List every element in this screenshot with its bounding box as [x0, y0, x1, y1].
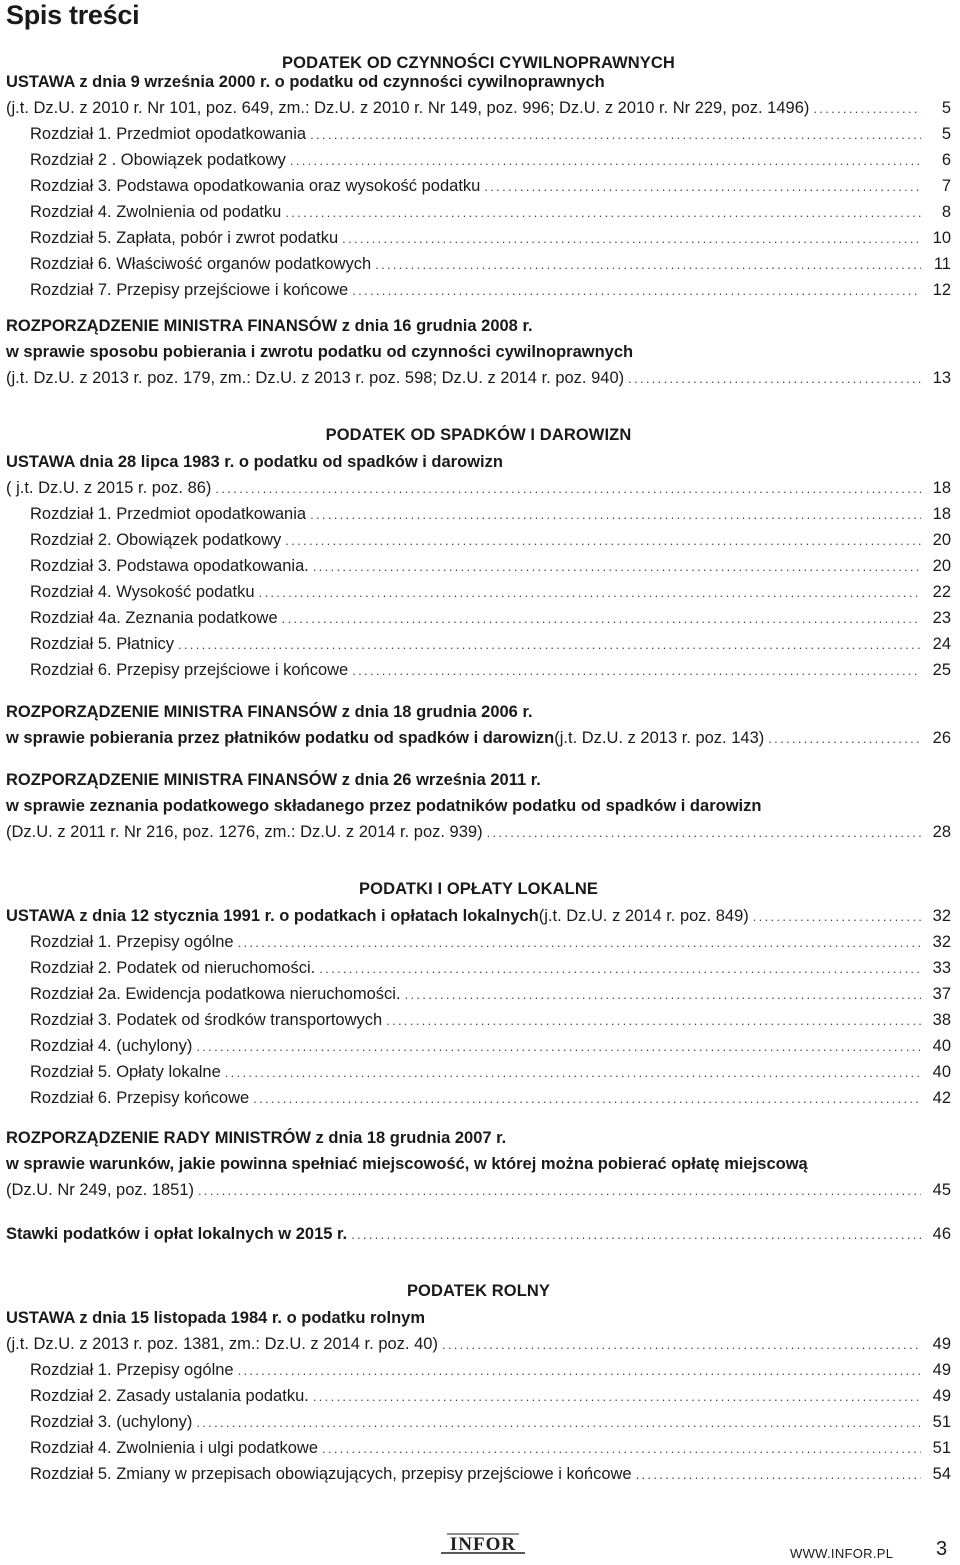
- dot-leader: [405, 982, 921, 1008]
- page-number: 24: [932, 635, 951, 653]
- dot-leader: [628, 366, 921, 392]
- entry-title: Rozdział 5. Opłaty lokalne: [30, 1063, 221, 1081]
- entry-title: Rozdział 3. Podatek od środków transportowych: [30, 1011, 383, 1029]
- dot-leader: [285, 200, 921, 226]
- dot-leader: [352, 278, 921, 304]
- dot-leader: [290, 148, 921, 174]
- entry-title: Rozdział 1. Przedmiot opodatkowania: [30, 125, 307, 143]
- toc-act-entry[interactable]: [6, 1331, 951, 1358]
- entry-title: Rozdział 2. Obowiązek podatkowy: [30, 531, 282, 549]
- entry-title: (j.t. Dz.U. z 2013 r. poz. 179, zm.: Dz.U. z 2013 r. poz. 598; Dz.U. z 2014 r. poz. 940): [6, 369, 625, 387]
- toc-chapter-entry[interactable]: [30, 173, 951, 200]
- entry-title: Rozdział 3. (uchylony): [30, 1413, 193, 1431]
- entry-title: Rozdział 7. Przepisy przejściowe i końcowe: [30, 281, 349, 299]
- entry-title: Rozdział 2 . Obowiązek podatkowy: [30, 151, 286, 169]
- entry-title: w sprawie pobierania przez płatników podatku od spadków i darowizn: [6, 729, 555, 747]
- toc-chapter-entry[interactable]: [30, 1461, 951, 1488]
- dot-leader: [753, 904, 921, 930]
- toc-act-entry[interactable]: [6, 819, 951, 846]
- entry-title: ROZPORZĄDZENIE MINISTRA FINANSÓW z dnia 26 września 2011 r.: [6, 771, 541, 789]
- entry-title: Rozdział 4. (uchylony): [30, 1037, 193, 1055]
- entry-citation: (j.t. Dz.U. z 2013 r. poz. 143): [554, 729, 765, 747]
- toc-chapter-entry[interactable]: [30, 225, 951, 252]
- dot-leader: [259, 580, 921, 606]
- toc-chapter-entry[interactable]: [30, 1059, 951, 1086]
- toc-act-entry[interactable]: [6, 1305, 951, 1331]
- toc-chapter-entry[interactable]: [30, 1383, 951, 1410]
- toc-chapter-entry[interactable]: [30, 1435, 951, 1462]
- section-heading: PODATEK OD SPADKÓW I DAROWIZN: [325, 426, 632, 444]
- entry-title: Rozdział 4. Zwolnienia od podatku: [30, 203, 282, 221]
- toc-act-entry[interactable]: [6, 793, 951, 819]
- dot-leader: [225, 1060, 921, 1086]
- page-number: 54: [932, 1465, 951, 1483]
- toc-chapter-entry[interactable]: [30, 1007, 951, 1034]
- entry-title: Rozdział 1. Przepisy ogólne: [30, 933, 234, 951]
- dot-leader: [386, 1008, 921, 1034]
- page-number: 49: [932, 1361, 951, 1379]
- page-number: 37: [932, 985, 951, 1003]
- dot-leader: [351, 1222, 921, 1248]
- section-heading: PODATEK OD CZYNNOŚCI CYWILNOPRAWNYCH: [282, 54, 675, 72]
- page-number: 13: [932, 369, 951, 387]
- dot-leader: [196, 1034, 921, 1060]
- logo-text: INFOR: [449, 1534, 517, 1555]
- entry-title: USTAWA z dnia 12 stycznia 1991 r. o podatkach i opłatach lokalnych: [6, 907, 539, 925]
- entry-title: Rozdział 3. Podstawa opodatkowania oraz wysokość podatku: [30, 177, 481, 195]
- toc-chapter-entry[interactable]: [30, 929, 951, 956]
- dot-leader: [282, 606, 921, 632]
- dot-leader: [238, 1358, 921, 1384]
- entry-title: Rozdział 5. Zapłata, pobór i zwrot podatku: [30, 229, 339, 247]
- toc-chapter-entry[interactable]: [30, 1409, 951, 1436]
- page-number: 28: [932, 823, 951, 841]
- entry-title: Rozdział 4a. Zeznania podatkowe: [30, 609, 278, 627]
- entry-title: (Dz.U. Nr 249, poz. 1851): [6, 1181, 194, 1199]
- entry-citation: (j.t. Dz.U. z 2014 r. poz. 849): [538, 907, 749, 925]
- dot-leader: [238, 930, 921, 956]
- dot-leader: [313, 554, 921, 580]
- dot-leader: [352, 658, 921, 684]
- page-number: 45: [932, 1181, 951, 1199]
- toc-act-entry[interactable]: [6, 365, 951, 392]
- toc-act-entry[interactable]: [6, 903, 951, 930]
- page-number: 40: [932, 1037, 951, 1055]
- toc-act-entry[interactable]: [6, 725, 951, 752]
- entry-title: Rozdział 1. Przepisy ogólne: [30, 1361, 234, 1379]
- toc-chapter-entry[interactable]: [30, 527, 951, 554]
- toc-act-entry[interactable]: [6, 1151, 951, 1177]
- toc-act-entry[interactable]: [6, 1125, 951, 1151]
- page-number: 23: [932, 609, 951, 627]
- toc-chapter-entry[interactable]: [30, 1085, 951, 1112]
- entry-title: w sprawie warunków, jakie powinna spełniać miejscowość, w której można pobierać opłatę miejscową: [6, 1155, 808, 1173]
- dot-leader: [285, 528, 921, 554]
- entry-title: Rozdział 6. Przepisy przejściowe i końcowe: [30, 661, 349, 679]
- entry-title: Rozdział 2. Zasady ustalania podatku.: [30, 1387, 309, 1405]
- toc-chapter-entry[interactable]: [30, 981, 951, 1008]
- toc-act-entry[interactable]: [6, 339, 951, 365]
- page-title: Spis treści: [6, 0, 140, 30]
- page-number: 7: [941, 177, 951, 195]
- entry-title: Rozdział 5. Płatnicy: [30, 635, 174, 653]
- page-number: 49: [932, 1387, 951, 1405]
- page-number: 40: [932, 1063, 951, 1081]
- dot-leader: [215, 476, 921, 502]
- dot-leader: [768, 726, 921, 752]
- entry-title: USTAWA z dnia 15 listopada 1984 r. o podatku rolnym: [6, 1309, 426, 1327]
- toc-chapter-entry[interactable]: [30, 553, 951, 580]
- toc-chapter-entry[interactable]: [30, 579, 951, 606]
- dot-leader: [636, 1462, 921, 1488]
- page-number: 18: [932, 505, 951, 523]
- toc-act-entry[interactable]: [6, 449, 951, 475]
- entry-title: Rozdział 4. Zwolnienia i ulgi podatkowe: [30, 1439, 318, 1457]
- page-number: 12: [932, 281, 951, 299]
- dot-leader: [442, 1332, 921, 1358]
- page-number: 38: [932, 1011, 951, 1029]
- toc-chapter-entry[interactable]: [30, 199, 951, 226]
- entry-title: Rozdział 3. Podstawa opodatkowania.: [30, 557, 309, 575]
- entry-title: Rozdział 1. Przedmiot opodatkowania: [30, 505, 307, 523]
- toc-chapter-entry[interactable]: [30, 121, 951, 148]
- toc-act-entry[interactable]: [6, 95, 951, 122]
- entry-title: Stawki podatków i opłat lokalnych w 2015 r.: [6, 1225, 348, 1243]
- toc-chapter-entry[interactable]: [30, 277, 951, 304]
- page-number: 20: [932, 531, 951, 549]
- entry-title: Rozdział 6. Właściwość organów podatkowych: [30, 255, 372, 273]
- toc-chapter-entry[interactable]: [30, 605, 951, 632]
- entry-title: ( j.t. Dz.U. z 2015 r. poz. 86): [6, 479, 212, 497]
- toc-chapter-entry[interactable]: [30, 501, 951, 528]
- page-number: 26: [932, 729, 951, 747]
- toc-chapter-entry[interactable]: [30, 147, 951, 174]
- toc-act-entry[interactable]: [6, 767, 951, 793]
- toc-chapter-entry[interactable]: [30, 1357, 951, 1384]
- toc-chapter-entry[interactable]: [30, 955, 951, 982]
- entry-title: w sprawie zeznania podatkowego składanego przez podatników podatku od spadków i darowizn: [6, 797, 762, 815]
- dot-leader: [342, 226, 921, 252]
- entry-title: ROZPORZĄDZENIE MINISTRA FINANSÓW z dnia 16 grudnia 2008 r.: [6, 317, 533, 335]
- entry-title: ROZPORZĄDZENIE MINISTRA FINANSÓW z dnia 18 grudnia 2006 r.: [6, 703, 533, 721]
- entry-title: Rozdział 6. Przepisy końcowe: [30, 1089, 250, 1107]
- toc-act-entry[interactable]: [6, 475, 951, 502]
- page-number: 8: [941, 203, 951, 221]
- entry-title: Rozdział 4. Wysokość podatku: [30, 583, 255, 601]
- toc-chapter-entry[interactable]: [30, 657, 951, 684]
- footer-url[interactable]: WWW.INFOR.PL: [790, 1546, 894, 1561]
- toc-chapter-entry[interactable]: [30, 631, 951, 658]
- entry-title: Rozdział 5. Zmiany w przepisach obowiązujących, przepisy przejściowe i końcowe: [30, 1465, 632, 1483]
- dot-leader: [253, 1086, 921, 1112]
- entry-title: (j.t. Dz.U. z 2010 r. Nr 101, poz. 649, zm.: Dz.U. z 2010 r. Nr 149, poz. 996; Dz.U. z 2010 r. Nr 229, poz. 1496): [6, 99, 810, 117]
- footer-page-number: 3: [936, 1538, 948, 1560]
- infor-logo: [437, 1531, 529, 1557]
- dot-leader: [310, 122, 921, 148]
- page-number: 5: [941, 99, 951, 117]
- dot-leader: [813, 96, 921, 122]
- page-number: 6: [941, 151, 951, 169]
- page-number: 33: [932, 959, 951, 977]
- dot-leader: [322, 1436, 921, 1462]
- dot-leader: [375, 252, 921, 278]
- dot-leader: [319, 956, 921, 982]
- entry-title: Rozdział 2. Podatek od nieruchomości.: [30, 959, 316, 977]
- page-number: 18: [932, 479, 951, 497]
- page-number: 5: [941, 125, 951, 143]
- section-heading: PODATKI I OPŁATY LOKALNE: [359, 880, 598, 898]
- dot-leader: [313, 1384, 921, 1410]
- toc-chapter-entry[interactable]: [30, 1033, 951, 1060]
- page-number: 22: [932, 583, 951, 601]
- page-number: 10: [932, 229, 951, 247]
- page-number: 25: [932, 661, 951, 679]
- page-number: 49: [932, 1335, 951, 1353]
- dot-leader: [196, 1410, 921, 1436]
- page-number: 42: [932, 1089, 951, 1107]
- page-number: 51: [932, 1439, 951, 1457]
- dot-leader: [487, 820, 921, 846]
- entry-title: USTAWA z dnia 9 września 2000 r. o podatku od czynności cywilnoprawnych: [6, 73, 605, 91]
- toc-act-entry[interactable]: [6, 1177, 951, 1204]
- page-number: 32: [932, 933, 951, 951]
- toc-act-entry[interactable]: [6, 1221, 951, 1248]
- dot-leader: [198, 1178, 921, 1204]
- page-number: 46: [932, 1225, 951, 1243]
- dot-leader: [178, 632, 921, 658]
- dot-leader: [310, 502, 921, 528]
- page-number: 32: [932, 907, 951, 925]
- entry-title: w sprawie sposobu pobierania i zwrotu podatku od czynności cywilnoprawnych: [6, 343, 634, 361]
- entry-title: (j.t. Dz.U. z 2013 r. poz. 1381, zm.: Dz.U. z 2014 r. poz. 40): [6, 1335, 438, 1353]
- toc-act-entry[interactable]: [6, 313, 951, 339]
- entry-title: (Dz.U. z 2011 r. Nr 216, poz. 1276, zm.: Dz.U. z 2014 r. poz. 939): [6, 823, 483, 841]
- toc-act-entry[interactable]: [6, 69, 951, 95]
- section-heading: PODATEK ROLNY: [406, 1282, 551, 1300]
- dot-leader: [484, 174, 921, 200]
- entry-title: USTAWA dnia 28 lipca 1983 r. o podatku od spadków i darowizn: [6, 453, 503, 471]
- toc-act-entry[interactable]: [6, 699, 951, 725]
- entry-title: Rozdział 2a. Ewidencja podatkowa nieruchomości.: [30, 985, 401, 1003]
- toc-chapter-entry[interactable]: [30, 251, 951, 278]
- page-number: 11: [933, 255, 951, 273]
- entry-title: ROZPORZĄDZENIE RADY MINISTRÓW z dnia 18 grudnia 2007 r.: [6, 1129, 507, 1147]
- page-number: 51: [932, 1413, 951, 1431]
- page-number: 20: [932, 557, 951, 575]
